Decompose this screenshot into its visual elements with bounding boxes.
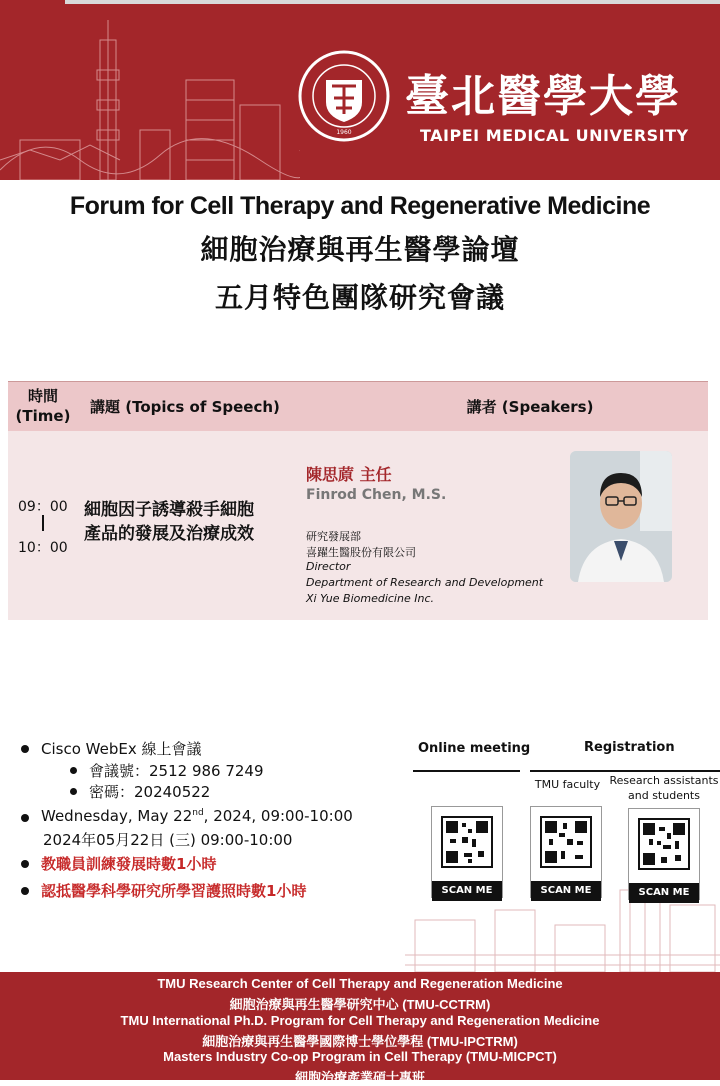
speaker-company-cn: 喜躍生醫股份有限公司	[306, 546, 416, 559]
event-date-en	[41, 807, 353, 825]
speaker-photo	[570, 451, 672, 582]
column-header-speaker: 講者 (Speakers)	[466, 398, 594, 416]
time-start: 09：00	[18, 499, 68, 515]
speaker-department-en: Department of Research and Development	[306, 576, 544, 589]
speaker-title-en: Director	[306, 560, 351, 573]
bullet-icon	[21, 860, 29, 868]
meeting-password[interactable]: 密碼：20240522	[89, 783, 211, 801]
speaker-name-cn: 陳思蒝 主任	[306, 465, 392, 484]
bullet-icon	[21, 887, 29, 895]
svg-text:1960: 1960	[336, 129, 352, 136]
bullet-icon	[21, 814, 29, 822]
bullet-icon	[70, 788, 77, 795]
footer-center-cn: 細胞治療與再生醫學研究中心 (TMU-CCTRM)	[229, 997, 491, 1012]
footer-phd-program-en: TMU International Ph.D. Program for Cell Therapy and Regeneration Medicine	[120, 1013, 600, 1028]
time-header-en: (Time)	[15, 407, 71, 425]
students-line: and students	[628, 789, 700, 802]
date-en-main: Wednesday, May 22	[41, 807, 193, 825]
speech-topic	[84, 498, 294, 546]
time-separator	[42, 515, 44, 531]
webex-label: Cisco WebEx 線上會議	[41, 740, 202, 758]
top-strip	[65, 0, 720, 4]
topic-line-1: 細胞因子誘導殺手細胞	[84, 500, 254, 520]
qr-code-icon	[629, 809, 699, 879]
topic-line-2: 產品的發展及治療成效	[84, 524, 254, 544]
credit-note-staff: 教職員訓練發展時數1小時	[41, 855, 217, 873]
qr-code-online-meeting[interactable]	[431, 806, 503, 898]
scan-me-label: SCAN ME	[531, 881, 601, 901]
university-name-en: TAIPEI MEDICAL UNIVERSITY	[420, 126, 689, 145]
speaker-department-cn: 研究發展部	[306, 530, 361, 543]
time-header-cn: 時間	[27, 387, 58, 405]
online-meeting-heading: Online meeting	[418, 741, 531, 756]
scan-me-label: SCAN ME	[432, 881, 502, 901]
qr-code-research-assistants[interactable]	[628, 808, 700, 900]
speaker-company-en: Xi Yue Biomedicine Inc.	[306, 592, 434, 605]
footer-phd-program-cn: 細胞治療與再生醫學國際博士學位學程 (TMU-IPCTRM)	[202, 1034, 518, 1049]
meeting-title-cn: 五月特色團隊研究會議	[214, 281, 505, 314]
column-header-topic: 講題 (Topics of Speech)	[90, 398, 280, 416]
research-assistants-label	[608, 773, 720, 803]
divider	[413, 770, 520, 772]
credit-note-passport: 認抵醫學科學研究所學習護照時數1小時	[41, 882, 307, 900]
date-en-time: , 2024, 09:00-10:00	[203, 807, 353, 825]
meeting-number[interactable]: 會議號：2512 986 7249	[89, 762, 264, 780]
date-en-suffix: nd	[192, 808, 204, 818]
time-end: 10：00	[18, 540, 68, 556]
header-banner	[0, 0, 720, 180]
footer-masters-program-en: Masters Industry Co-op Program in Cell Therapy (TMU-MICPCT)	[163, 1049, 557, 1064]
speaker-portrait-icon	[570, 451, 672, 582]
speaker-name-en: Finrod Chen, M.S.	[306, 487, 447, 503]
university-seal-icon	[298, 50, 390, 142]
research-assistants-line: Research assistants	[609, 774, 719, 787]
qr-code-tmu-faculty[interactable]	[530, 806, 602, 898]
bullet-icon	[70, 767, 77, 774]
column-header-time	[12, 386, 74, 426]
university-name-cn: 臺北醫學大學	[405, 71, 681, 122]
divider	[530, 770, 720, 772]
footer-masters-program-cn: 細胞治療產業碩士專班	[294, 1070, 425, 1085]
qr-code-icon	[531, 807, 601, 877]
bullet-icon	[21, 745, 29, 753]
skyline-illustration	[0, 10, 300, 180]
scan-me-label: SCAN ME	[629, 883, 699, 903]
footer-center-en: TMU Research Center of Cell Therapy and Regeneration Medicine	[157, 976, 563, 991]
forum-title-en: Forum for Cell Therapy and Regenerative Medicine	[69, 192, 651, 220]
tmu-faculty-label: TMU faculty	[534, 778, 601, 791]
registration-heading: Registration	[584, 740, 675, 755]
event-date-cn: 2024年05月22日 (三) 09:00-10:00	[43, 831, 293, 849]
qr-code-icon	[432, 807, 502, 877]
forum-title-cn: 細胞治療與再生醫學論壇	[200, 233, 520, 266]
